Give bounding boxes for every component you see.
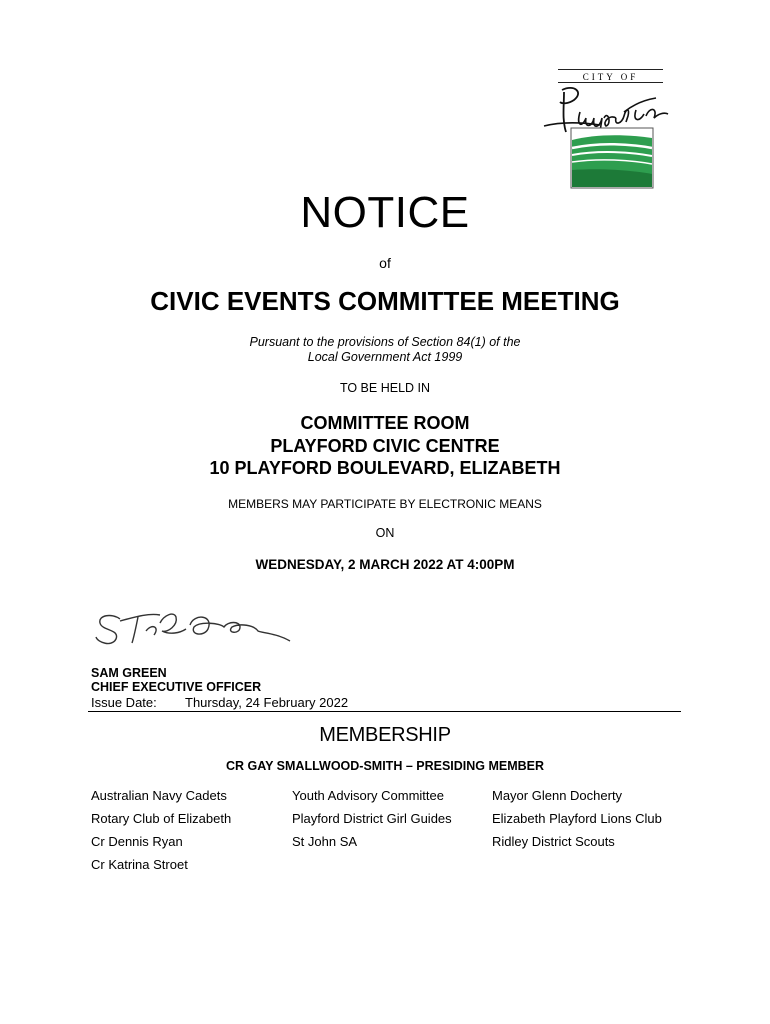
issue-date-value: Thursday, 24 February 2022 [185, 695, 349, 710]
membership-row [91, 788, 691, 811]
member-entry: Elizabeth Playford Lions Club [492, 811, 662, 826]
meeting-title: CIVIC EVENTS COMMITTEE MEETING [150, 286, 620, 316]
signatory-name: SAM GREEN [91, 666, 167, 680]
member-entry: Playford District Girl Guides [292, 811, 452, 826]
member-entry: Rotary Club of Elizabeth [91, 811, 232, 826]
signatory-title: CHIEF EXECUTIVE OFFICER [91, 680, 262, 694]
venue-block [0, 412, 770, 480]
divider-rule [88, 711, 681, 712]
meeting-date: WEDNESDAY, 2 MARCH 2022 AT 4:00PM [255, 557, 515, 572]
pursuant-line-1: Pursuant to the provisions of Section 84(1) of the [249, 335, 521, 349]
presiding-member: CR GAY SMALLWOOD-SMITH – PRESIDING MEMBER [225, 759, 545, 773]
member-entry: Mayor Glenn Docherty [492, 788, 623, 803]
member-entry: Cr Katrina Stroet [91, 857, 188, 872]
pursuant-line-2: Local Government Act 1999 [307, 350, 463, 364]
of-text: of [379, 255, 391, 271]
playford-script-and-landscape-icon [540, 82, 680, 190]
membership-row [91, 857, 691, 880]
logo-top-rule [558, 69, 663, 70]
member-entry: Ridley District Scouts [492, 834, 615, 849]
electronic-means-note: MEMBERS MAY PARTICIPATE BY ELECTRONIC MEANS [228, 497, 542, 511]
on-text: ON [375, 526, 395, 540]
held-in-text: TO BE HELD IN [339, 381, 431, 395]
member-entry: Youth Advisory Committee [292, 788, 444, 803]
membership-row [91, 811, 691, 834]
member-entry: Cr Dennis Ryan [91, 834, 183, 849]
city-of-playford-logo [540, 62, 680, 192]
membership-list [91, 788, 691, 880]
notice-title: NOTICE [300, 188, 470, 237]
logo-city-of-text: CITY OF [582, 72, 639, 82]
venue-line-3: 10 PLAYFORD BOULEVARD, ELIZABETH [209, 458, 561, 478]
member-entry: St John SA [292, 834, 358, 849]
member-entry: Australian Navy Cadets [91, 788, 227, 803]
membership-row [91, 834, 691, 857]
pursuant-statement [0, 335, 770, 365]
venue-line-2: PLAYFORD CIVIC CENTRE [270, 435, 500, 456]
issue-date-label: Issue Date: [91, 695, 157, 710]
ceo-signature [90, 603, 300, 653]
membership-heading: MEMBERSHIP [319, 724, 451, 746]
venue-line-1: COMMITTEE ROOM [300, 413, 470, 433]
